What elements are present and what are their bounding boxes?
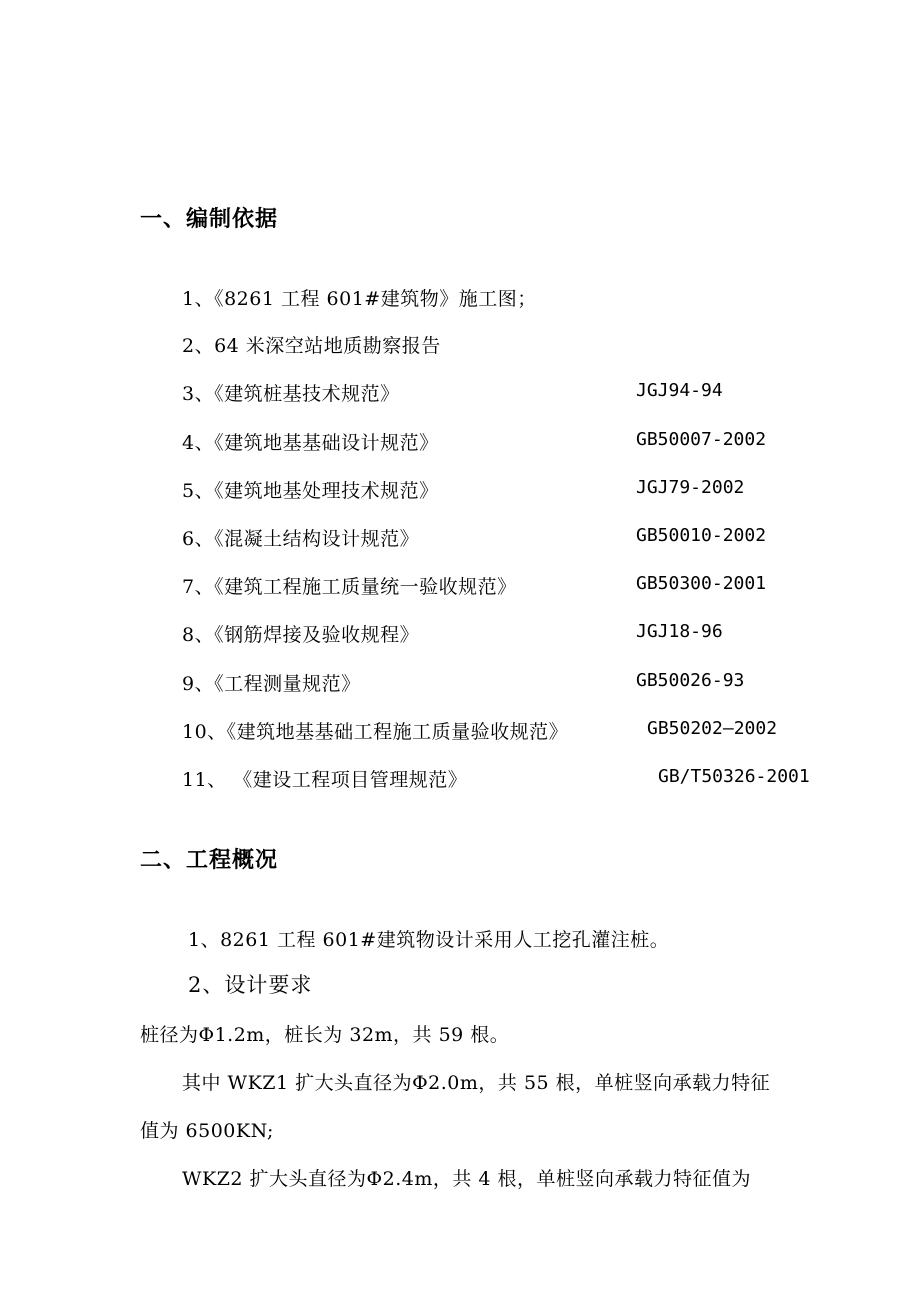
reference-item-2: 2、64 米深空站地质勘察报告 <box>182 335 441 357</box>
overview-paragraph-4-line1: 其中 WKZ1 扩大头直径为Φ2.0m，共 55 根，单桩竖向承载力特征 <box>182 1072 771 1094</box>
overview-paragraph-5: WKZ2 扩大头直径为Φ2.4m，共 4 根，单桩竖向承载力特征值为 <box>182 1168 752 1190</box>
reference-item-8: 8、《钢筋焊接及验收规程》 <box>182 624 420 646</box>
reference-item-1: 1、《8261 工程 601#建筑物》施工图； <box>182 288 537 310</box>
reference-code-9: GB50026-93 <box>636 670 745 691</box>
reference-item-3: 3、《建筑桩基技术规范》 <box>182 383 400 405</box>
reference-item-9: 9、《工程测量规范》 <box>182 673 361 695</box>
reference-code-10: GB50202—2002 <box>647 718 778 739</box>
reference-code-5: JGJ79-2002 <box>636 477 745 498</box>
reference-item-5: 5、《建筑地基处理技术规范》 <box>182 480 439 502</box>
overview-paragraph-1: 1、8261 工程 601#建筑物设计采用人工挖孔灌注桩。 <box>188 929 670 951</box>
overview-paragraph-3: 桩径为Φ1.2m，桩长为 32m，共 59 根。 <box>140 1024 510 1046</box>
section2-heading: 二、工程概况 <box>140 848 279 873</box>
reference-code-7: GB50300-2001 <box>636 573 767 594</box>
reference-item-11: 11、 《建设工程项目管理规范》 <box>182 769 468 791</box>
reference-code-11: GB/T50326-2001 <box>658 766 810 787</box>
overview-paragraph-2: 2、设计要求 <box>188 973 313 997</box>
reference-code-8: JGJ18-96 <box>636 621 723 642</box>
overview-paragraph-4-line2: 值为 6500KN; <box>140 1120 274 1142</box>
reference-item-7: 7、《建筑工程施工质量统一验收规范》 <box>182 576 517 598</box>
reference-item-4: 4、《建筑地基基础设计规范》 <box>182 432 439 454</box>
reference-code-3: JGJ94-94 <box>636 380 723 401</box>
reference-item-10: 10、《建筑地基基础工程施工质量验收规范》 <box>182 721 569 743</box>
section1-heading: 一、编制依据 <box>140 207 279 232</box>
reference-code-4: GB50007-2002 <box>636 429 767 450</box>
reference-code-6: GB50010-2002 <box>636 525 767 546</box>
reference-item-6: 6、《混凝土结构设计规范》 <box>182 528 420 550</box>
